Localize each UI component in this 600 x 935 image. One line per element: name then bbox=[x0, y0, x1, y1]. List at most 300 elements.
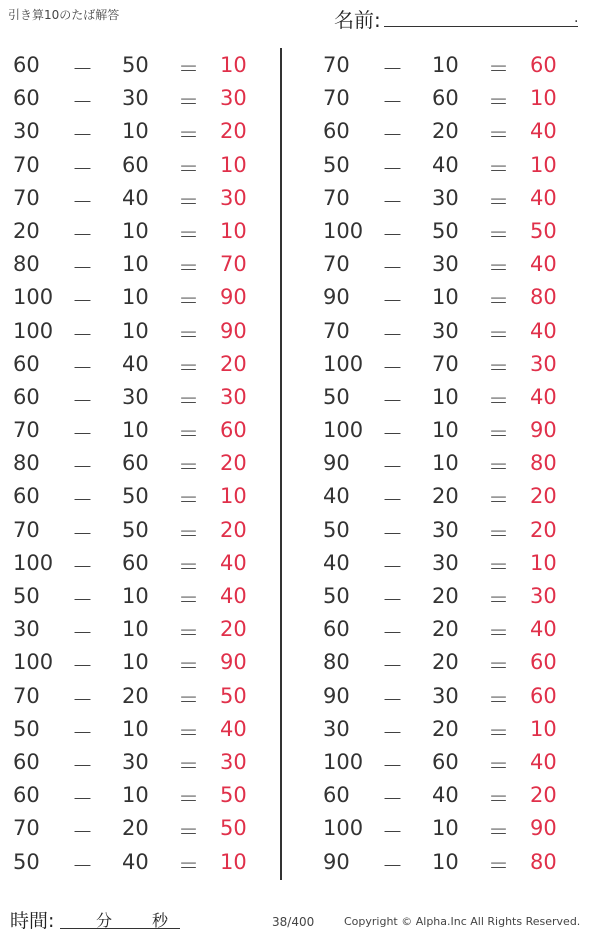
minuend: 100 bbox=[13, 285, 54, 310]
minuend: 100 bbox=[13, 650, 54, 675]
problem-row bbox=[0, 149, 280, 182]
minuend: 30 bbox=[13, 617, 40, 642]
subtrahend: 40 bbox=[432, 783, 459, 808]
equals-sign: ＝ bbox=[178, 787, 199, 812]
minuend: 60 bbox=[13, 53, 40, 77]
answer: 90 bbox=[220, 285, 247, 310]
answer: 20 bbox=[220, 517, 247, 542]
equals-sign: ＝ bbox=[488, 654, 509, 679]
problem-row bbox=[0, 215, 280, 248]
problem-row bbox=[0, 514, 280, 547]
answer: 20 bbox=[530, 484, 557, 509]
subtrahend: 20 bbox=[432, 617, 459, 642]
minus-sign: － bbox=[72, 422, 93, 447]
minus-sign: － bbox=[382, 388, 403, 413]
minuend: 80 bbox=[13, 451, 40, 476]
equals-sign: ＝ bbox=[488, 90, 509, 115]
minuend: 60 bbox=[13, 86, 40, 111]
subtrahend: 10 bbox=[122, 318, 149, 343]
minuend: 60 bbox=[13, 384, 40, 409]
answer: 10 bbox=[530, 550, 557, 575]
answer: 60 bbox=[530, 650, 557, 675]
equals-sign: ＝ bbox=[178, 256, 199, 281]
problem-row bbox=[310, 480, 590, 513]
equals-sign: ＝ bbox=[488, 222, 509, 247]
page-number: 38/400 bbox=[272, 915, 315, 929]
answer: 90 bbox=[530, 816, 557, 841]
minuend: 60 bbox=[13, 783, 40, 808]
problem-row bbox=[310, 779, 590, 812]
problem-row bbox=[0, 381, 280, 414]
problem-row bbox=[0, 248, 280, 281]
equals-sign: ＝ bbox=[488, 322, 509, 347]
minuend: 70 bbox=[323, 86, 350, 111]
equals-sign: ＝ bbox=[488, 621, 509, 646]
minuend: 70 bbox=[323, 185, 350, 210]
problem-row bbox=[0, 82, 280, 115]
answer: 60 bbox=[530, 683, 557, 708]
answer: 10 bbox=[530, 716, 557, 741]
problem-row bbox=[310, 680, 590, 713]
minus-sign: － bbox=[382, 488, 403, 513]
minus-sign: － bbox=[382, 256, 403, 281]
subtrahend: 40 bbox=[122, 849, 149, 874]
minuend: 80 bbox=[13, 252, 40, 277]
answer: 90 bbox=[220, 650, 247, 675]
minus-sign: － bbox=[382, 422, 403, 447]
equals-sign: ＝ bbox=[178, 588, 199, 612]
equals-sign: ＝ bbox=[178, 156, 199, 181]
minuend: 60 bbox=[13, 484, 40, 509]
answer: 10 bbox=[220, 53, 247, 77]
minuend: 70 bbox=[323, 252, 350, 277]
minus-sign: － bbox=[72, 57, 93, 81]
name-label: 名前: bbox=[334, 8, 381, 32]
minus-sign: － bbox=[382, 720, 403, 745]
copyright-notice: Copyright © Alpha.Inc All Rights Reserved. bbox=[344, 915, 581, 928]
equals-sign: ＝ bbox=[488, 256, 509, 281]
minuend: 70 bbox=[323, 53, 350, 77]
problem-row bbox=[0, 315, 280, 348]
answer: 60 bbox=[220, 418, 247, 443]
worksheet-title: 引き算10のたば解答 bbox=[8, 8, 120, 22]
equals-sign: ＝ bbox=[178, 554, 199, 579]
minus-sign: － bbox=[382, 57, 403, 81]
answer: 10 bbox=[220, 152, 247, 177]
subtrahend: 60 bbox=[122, 550, 149, 575]
minus-sign: － bbox=[72, 289, 93, 314]
answer: 30 bbox=[220, 384, 247, 409]
equals-sign: ＝ bbox=[488, 488, 509, 513]
subtrahend: 10 bbox=[122, 783, 149, 808]
answer: 30 bbox=[220, 86, 247, 111]
answer: 10 bbox=[220, 484, 247, 509]
minus-sign: － bbox=[382, 455, 403, 480]
subtrahend: 10 bbox=[432, 816, 459, 841]
minuend: 30 bbox=[323, 716, 350, 741]
equals-sign: ＝ bbox=[488, 820, 509, 845]
minus-sign: － bbox=[382, 322, 403, 347]
minuend: 100 bbox=[323, 816, 364, 841]
equals-sign: ＝ bbox=[488, 853, 509, 878]
problem-row bbox=[310, 82, 590, 115]
minuend: 100 bbox=[323, 749, 364, 774]
answer: 90 bbox=[530, 418, 557, 443]
minuend: 30 bbox=[13, 119, 40, 144]
answer: 40 bbox=[530, 119, 557, 144]
answer: 30 bbox=[530, 351, 557, 376]
subtrahend: 30 bbox=[432, 550, 459, 575]
seconds-label: 秒 bbox=[152, 911, 169, 930]
subtrahend: 50 bbox=[122, 484, 149, 509]
subtrahend: 10 bbox=[432, 418, 459, 443]
problem-row bbox=[0, 414, 280, 447]
minuend: 50 bbox=[13, 849, 40, 874]
minus-sign: － bbox=[382, 753, 403, 778]
problem-row bbox=[0, 779, 280, 812]
answer: 20 bbox=[530, 517, 557, 542]
minuend: 50 bbox=[323, 152, 350, 177]
problem-row bbox=[310, 846, 590, 879]
equals-sign: ＝ bbox=[488, 588, 509, 612]
subtrahend: 10 bbox=[432, 384, 459, 409]
answer: 50 bbox=[220, 816, 247, 841]
equals-sign: ＝ bbox=[178, 289, 199, 314]
equals-sign: ＝ bbox=[488, 355, 509, 380]
equals-sign: ＝ bbox=[488, 455, 509, 480]
minus-sign: － bbox=[72, 388, 93, 413]
answer: 40 bbox=[530, 252, 557, 277]
subtrahend: 60 bbox=[432, 749, 459, 774]
minus-sign: － bbox=[72, 654, 93, 679]
answer: 20 bbox=[220, 119, 247, 144]
answer: 40 bbox=[220, 550, 247, 575]
problem-row bbox=[310, 215, 590, 248]
subtrahend: 10 bbox=[432, 53, 459, 77]
problem-row bbox=[310, 281, 590, 314]
equals-sign: ＝ bbox=[178, 720, 199, 745]
subtrahend: 10 bbox=[122, 650, 149, 675]
minus-sign: － bbox=[72, 90, 93, 115]
minuend: 70 bbox=[13, 683, 40, 708]
minuend: 100 bbox=[13, 550, 54, 575]
minuend: 70 bbox=[13, 185, 40, 210]
subtrahend: 10 bbox=[122, 617, 149, 642]
problem-row bbox=[0, 713, 280, 746]
problem-row bbox=[0, 680, 280, 713]
subtrahend: 10 bbox=[122, 584, 149, 608]
minus-sign: － bbox=[382, 621, 403, 646]
equals-sign: ＝ bbox=[488, 554, 509, 579]
subtrahend: 10 bbox=[122, 218, 149, 243]
minuend: 60 bbox=[323, 783, 350, 808]
answer: 10 bbox=[530, 86, 557, 111]
answer: 20 bbox=[220, 617, 247, 642]
problem-row bbox=[310, 746, 590, 779]
subtrahend: 40 bbox=[122, 185, 149, 210]
equals-sign: ＝ bbox=[178, 853, 199, 878]
subtrahend: 30 bbox=[122, 384, 149, 409]
minuend: 40 bbox=[323, 484, 350, 509]
subtrahend: 20 bbox=[122, 816, 149, 841]
equals-sign: ＝ bbox=[488, 753, 509, 778]
equals-sign: ＝ bbox=[178, 455, 199, 480]
problem-row bbox=[0, 646, 280, 679]
minuend: 70 bbox=[323, 318, 350, 343]
equals-sign: ＝ bbox=[488, 422, 509, 447]
minuend: 50 bbox=[13, 584, 40, 608]
equals-sign: ＝ bbox=[178, 488, 199, 513]
answer: 50 bbox=[530, 218, 557, 243]
answer: 80 bbox=[530, 849, 557, 874]
problem-row bbox=[0, 547, 280, 580]
problem-row bbox=[310, 348, 590, 381]
answer: 60 bbox=[530, 53, 557, 77]
minuend: 60 bbox=[323, 119, 350, 144]
minuend: 50 bbox=[323, 517, 350, 542]
time-label: 時間: bbox=[10, 910, 55, 932]
subtrahend: 40 bbox=[432, 152, 459, 177]
minus-sign: － bbox=[72, 355, 93, 380]
equals-sign: ＝ bbox=[488, 123, 509, 148]
minutes-label: 分 bbox=[96, 911, 113, 930]
answer: 10 bbox=[220, 218, 247, 243]
equals-sign: ＝ bbox=[178, 123, 199, 148]
answer: 90 bbox=[220, 318, 247, 343]
subtrahend: 50 bbox=[122, 53, 149, 77]
subtrahend: 30 bbox=[122, 86, 149, 111]
equals-sign: ＝ bbox=[488, 156, 509, 181]
minus-sign: － bbox=[382, 189, 403, 214]
answer: 40 bbox=[530, 384, 557, 409]
minuend: 60 bbox=[13, 749, 40, 774]
minuend: 90 bbox=[323, 683, 350, 708]
equals-sign: ＝ bbox=[178, 57, 199, 81]
answer: 30 bbox=[220, 749, 247, 774]
problem-row bbox=[310, 248, 590, 281]
equals-sign: ＝ bbox=[488, 787, 509, 812]
minus-sign: － bbox=[72, 588, 93, 612]
problem-row bbox=[0, 182, 280, 215]
equals-sign: ＝ bbox=[178, 521, 199, 546]
minuend: 60 bbox=[13, 351, 40, 376]
problem-row bbox=[310, 115, 590, 148]
equals-sign: ＝ bbox=[488, 720, 509, 745]
answer: 10 bbox=[530, 152, 557, 177]
problem-row bbox=[0, 480, 280, 513]
equals-sign: ＝ bbox=[488, 57, 509, 81]
name-line-end-dot: . bbox=[574, 10, 579, 26]
problem-row bbox=[310, 713, 590, 746]
answer: 50 bbox=[220, 683, 247, 708]
minus-sign: － bbox=[72, 322, 93, 347]
subtrahend: 40 bbox=[122, 351, 149, 376]
minus-sign: － bbox=[72, 753, 93, 778]
equals-sign: ＝ bbox=[178, 222, 199, 247]
problems-left-column bbox=[0, 49, 280, 879]
minus-sign: － bbox=[382, 853, 403, 878]
minus-sign: － bbox=[382, 588, 403, 612]
minus-sign: － bbox=[382, 123, 403, 148]
subtrahend: 70 bbox=[432, 351, 459, 376]
answer: 20 bbox=[220, 351, 247, 376]
problem-row bbox=[0, 846, 280, 879]
problem-row bbox=[310, 414, 590, 447]
subtrahend: 20 bbox=[432, 119, 459, 144]
minuend: 100 bbox=[323, 418, 364, 443]
minuend: 100 bbox=[323, 351, 364, 376]
minus-sign: － bbox=[72, 189, 93, 214]
subtrahend: 60 bbox=[432, 86, 459, 111]
equals-sign: ＝ bbox=[178, 189, 199, 214]
minus-sign: － bbox=[382, 521, 403, 546]
equals-sign: ＝ bbox=[178, 355, 199, 380]
subtrahend: 60 bbox=[122, 152, 149, 177]
problem-row bbox=[310, 646, 590, 679]
subtrahend: 30 bbox=[432, 185, 459, 210]
minuend: 80 bbox=[323, 650, 350, 675]
subtrahend: 10 bbox=[432, 285, 459, 310]
answer: 30 bbox=[220, 185, 247, 210]
problem-row bbox=[0, 49, 280, 82]
subtrahend: 10 bbox=[432, 451, 459, 476]
subtrahend: 10 bbox=[122, 285, 149, 310]
subtrahend: 20 bbox=[432, 716, 459, 741]
minuend: 90 bbox=[323, 451, 350, 476]
problem-row bbox=[310, 547, 590, 580]
minuend: 90 bbox=[323, 285, 350, 310]
answer: 20 bbox=[530, 783, 557, 808]
answer: 40 bbox=[530, 749, 557, 774]
subtrahend: 60 bbox=[122, 451, 149, 476]
problem-row bbox=[310, 447, 590, 480]
equals-sign: ＝ bbox=[178, 388, 199, 413]
minus-sign: － bbox=[72, 554, 93, 579]
subtrahend: 20 bbox=[432, 650, 459, 675]
problem-row bbox=[310, 182, 590, 215]
problems-right-column bbox=[310, 49, 590, 879]
minus-sign: － bbox=[382, 90, 403, 115]
answer: 40 bbox=[530, 617, 557, 642]
problem-row bbox=[0, 812, 280, 845]
minus-sign: － bbox=[382, 222, 403, 247]
minuend: 50 bbox=[323, 384, 350, 409]
minus-sign: － bbox=[72, 787, 93, 812]
minus-sign: － bbox=[72, 156, 93, 181]
problem-row bbox=[0, 281, 280, 314]
answer: 70 bbox=[220, 252, 247, 277]
minuend: 50 bbox=[323, 584, 350, 608]
minuend: 20 bbox=[13, 218, 40, 243]
minus-sign: － bbox=[72, 455, 93, 480]
minus-sign: － bbox=[72, 222, 93, 247]
minuend: 50 bbox=[13, 716, 40, 741]
subtrahend: 50 bbox=[122, 517, 149, 542]
minuend: 70 bbox=[13, 517, 40, 542]
equals-sign: ＝ bbox=[488, 521, 509, 546]
minuend: 70 bbox=[13, 152, 40, 177]
minus-sign: － bbox=[382, 687, 403, 712]
minus-sign: － bbox=[382, 554, 403, 579]
problem-row bbox=[310, 49, 590, 82]
subtrahend: 20 bbox=[122, 683, 149, 708]
subtrahend: 50 bbox=[432, 218, 459, 243]
equals-sign: ＝ bbox=[488, 189, 509, 214]
minus-sign: － bbox=[72, 853, 93, 878]
equals-sign: ＝ bbox=[178, 422, 199, 447]
answer: 20 bbox=[220, 451, 247, 476]
subtrahend: 30 bbox=[432, 252, 459, 277]
column-divider bbox=[280, 48, 282, 880]
subtrahend: 20 bbox=[432, 484, 459, 509]
minuend: 60 bbox=[323, 617, 350, 642]
answer: 80 bbox=[530, 285, 557, 310]
minus-sign: － bbox=[72, 820, 93, 845]
subtrahend: 30 bbox=[122, 749, 149, 774]
equals-sign: ＝ bbox=[178, 654, 199, 679]
equals-sign: ＝ bbox=[488, 289, 509, 314]
problem-row bbox=[0, 580, 280, 613]
problem-row bbox=[0, 746, 280, 779]
subtrahend: 10 bbox=[122, 252, 149, 277]
minus-sign: － bbox=[72, 621, 93, 646]
subtrahend: 10 bbox=[432, 849, 459, 874]
equals-sign: ＝ bbox=[488, 687, 509, 712]
minus-sign: － bbox=[382, 289, 403, 314]
problem-row bbox=[0, 613, 280, 646]
subtrahend: 30 bbox=[432, 318, 459, 343]
minus-sign: － bbox=[382, 820, 403, 845]
minuend: 70 bbox=[13, 418, 40, 443]
equals-sign: ＝ bbox=[178, 687, 199, 712]
minus-sign: － bbox=[72, 720, 93, 745]
problem-row bbox=[0, 348, 280, 381]
answer: 30 bbox=[530, 584, 557, 608]
problem-row bbox=[0, 447, 280, 480]
answer: 50 bbox=[220, 783, 247, 808]
equals-sign: ＝ bbox=[488, 388, 509, 413]
minuend: 100 bbox=[323, 218, 364, 243]
problem-row bbox=[0, 115, 280, 148]
problem-row bbox=[310, 381, 590, 414]
subtrahend: 10 bbox=[122, 119, 149, 144]
equals-sign: ＝ bbox=[178, 820, 199, 845]
minuend: 40 bbox=[323, 550, 350, 575]
problem-row bbox=[310, 812, 590, 845]
equals-sign: ＝ bbox=[178, 753, 199, 778]
equals-sign: ＝ bbox=[178, 621, 199, 646]
minuend: 100 bbox=[13, 318, 54, 343]
minus-sign: － bbox=[382, 156, 403, 181]
answer: 40 bbox=[220, 584, 247, 608]
equals-sign: ＝ bbox=[178, 90, 199, 115]
minus-sign: － bbox=[72, 687, 93, 712]
subtrahend: 10 bbox=[122, 418, 149, 443]
subtrahend: 20 bbox=[432, 584, 459, 608]
equals-sign: ＝ bbox=[178, 322, 199, 347]
minus-sign: － bbox=[72, 488, 93, 513]
problem-row bbox=[310, 315, 590, 348]
answer: 40 bbox=[530, 185, 557, 210]
answer: 40 bbox=[220, 716, 247, 741]
minuend: 70 bbox=[13, 816, 40, 841]
name-underline[interactable] bbox=[384, 26, 578, 27]
subtrahend: 30 bbox=[432, 683, 459, 708]
minus-sign: － bbox=[382, 654, 403, 679]
problem-row bbox=[310, 613, 590, 646]
subtrahend: 30 bbox=[432, 517, 459, 542]
minus-sign: － bbox=[382, 787, 403, 812]
